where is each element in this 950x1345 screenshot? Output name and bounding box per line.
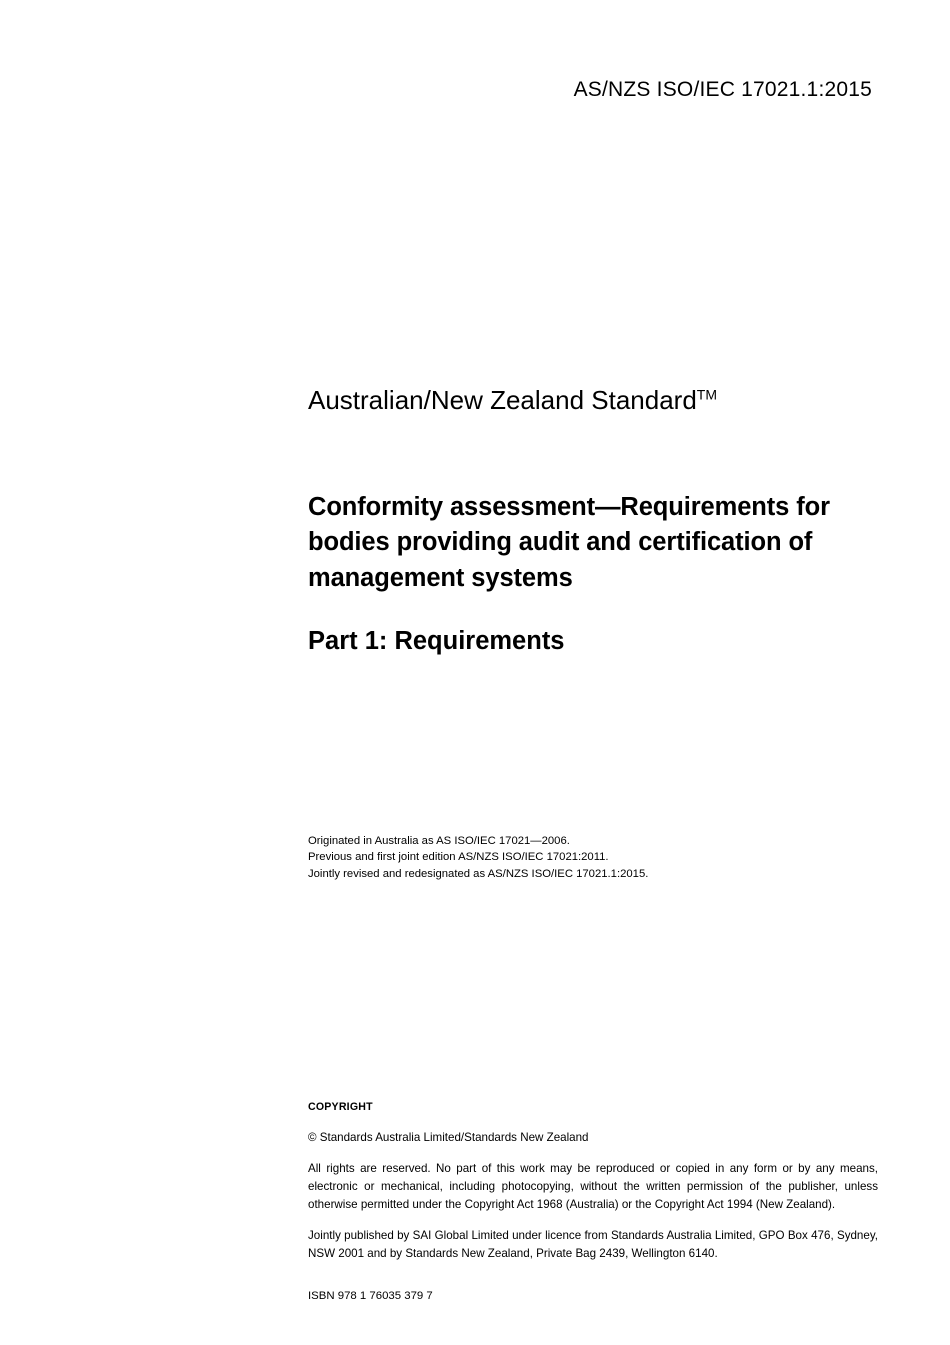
copyright-paragraph-publisher: Jointly published by SAI Global Limited under licence from Standards Australia Limited, GPO Box 476, Sydney, NSW 2001 and by Standards New Zealand, Private Bag 2439, Wellington 6140. xyxy=(308,1229,878,1260)
standard-type-heading xyxy=(308,385,878,416)
isbn-text: ISBN 978 1 76035 379 7 xyxy=(308,1290,433,1303)
page-title: Conformity assessment—Requirements for bodies providing audit and certification of management systems xyxy=(308,493,830,592)
title-block xyxy=(308,385,878,658)
copyright-owner: © Standards Australia Limited/Standards New Zealand xyxy=(308,1130,589,1144)
origination-line-3: Jointly revised and redesignated as AS/NZS ISO/IEC 17021.1:2015. xyxy=(308,867,649,880)
origination-note xyxy=(308,833,888,882)
standard-type-text: Australian/New Zealand Standard xyxy=(308,385,697,415)
part-title: Part 1: Requirements xyxy=(308,626,565,655)
copyright-block xyxy=(308,1100,878,1305)
origination-line-1: Originated in Australia as AS ISO/IEC 17021—2006. xyxy=(308,835,570,847)
copyright-paragraph-rights: All rights are reserved. No part of this work may be reproduced or copied in any form or by any means, electronic or mechanical, including photocopying, without the written permission of the publisher, unless otherwise permitted under the Copyright Act 1968 (Australia) or the Copyright Act 1994 (New Zealand). xyxy=(308,1162,878,1211)
trademark-mark: TM xyxy=(696,386,717,403)
standard-designation: AS/NZS ISO/IEC 17021.1:2015 xyxy=(573,78,872,101)
origination-line-2: Previous and first joint edition AS/NZS ISO/IEC 17021:2011. xyxy=(308,851,609,864)
copyright-heading: COPYRIGHT xyxy=(308,1101,373,1113)
